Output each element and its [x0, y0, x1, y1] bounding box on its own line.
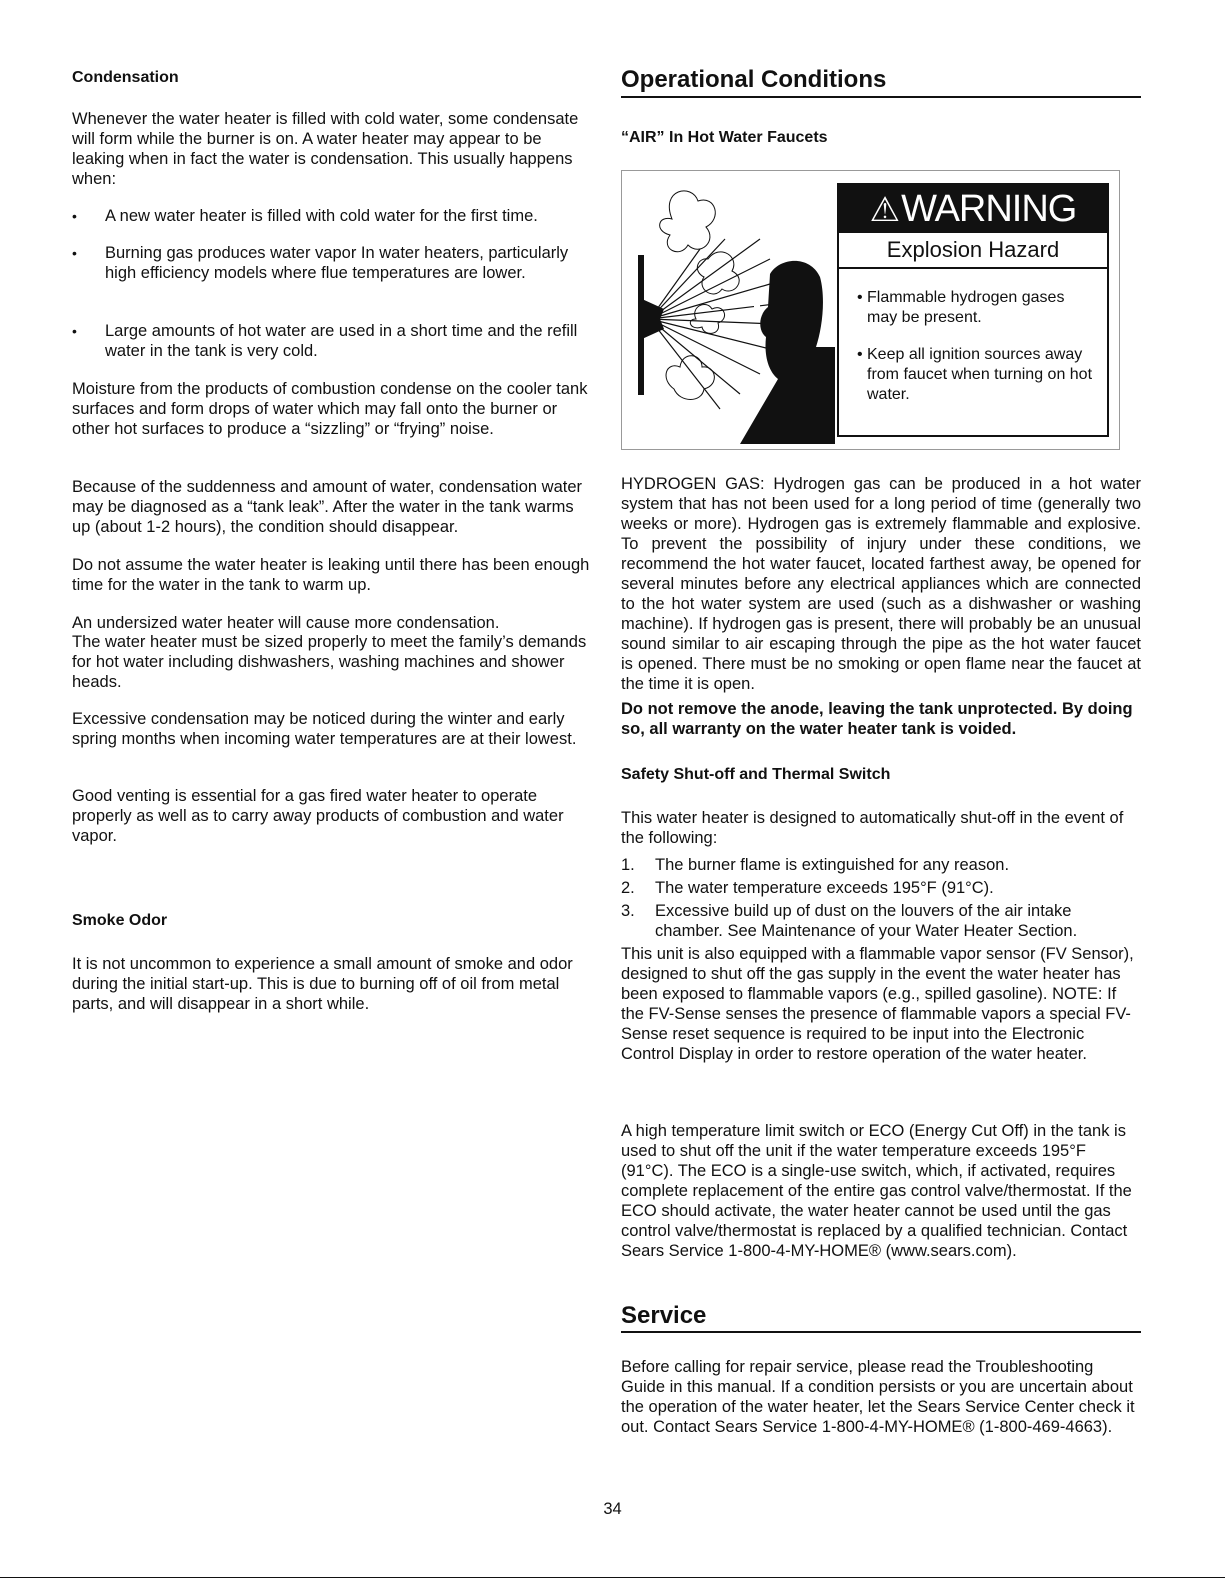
warning-item: • Keep all ignition sources away from faucet when turning on hot water.	[857, 346, 1093, 403]
paragraph-anode-warning: Do not remove the anode, leaving the tank unprotected. By doing so, all warranty on the water heater tank is voided.	[621, 700, 1133, 738]
list-item: • Burning gas produces water vapor In water heaters, particularly high efficiency models where flue temperatures are lower.	[72, 244, 569, 282]
paragraph-fv-sensor: This unit is also equipped with a flammable vapor sensor (FV Sensor), designed to shut off the gas supply in the event the water heater has been exposed to flammable vapors (e.g., spilled gasoline). NOTE: If the FV-Sense senses the presence of flammable vapors a special FV-Sense reset sequence is required to be input into the Electronic Control Display in order to restore operation of the water heater.	[621, 945, 1134, 1063]
paragraph-smoke: It is not uncommon to experience a small amount of smoke and odor during the initial start-up. This is due to burning off of oil from metal parts, and will disappear in a short while.	[72, 955, 573, 1013]
list-item: • Large amounts of hot water are used in a short time and the refill water in the tank is very cold.	[72, 322, 578, 360]
bullet-icon: •	[72, 245, 77, 261]
bullet-icon: •	[857, 346, 863, 363]
smoke-odor-heading: Smoke Odor	[72, 912, 168, 929]
paragraph-venting: Good venting is essential for a gas fired water heater to operate properly as well as to carry away products of combustion and water vapor.	[72, 787, 564, 845]
condensation-heading: Condensation	[72, 69, 179, 86]
paragraph-service: Before calling for repair service, please read the Troubleshooting Guide in this manual. If a condition persists or you are uncertain about the operation of the water heater, let the Sears Service Center check it out. Contact Sears Service 1-800-4-MY-HOME® (1-800-469-4663).	[621, 1358, 1135, 1436]
warning-triangle-icon: ⚠	[869, 191, 900, 229]
paragraph-shutoff: This water heater is designed to automatically shut-off in the event of the following:	[621, 809, 1124, 847]
list-item: 1. The burner flame is extinguished for any reason.	[621, 856, 1010, 874]
paragraph-assume: Do not assume the water heater is leaking until there has been enough time for the water in the tank to warm up.	[72, 556, 590, 594]
warning-label	[621, 170, 1120, 450]
paragraph-suddenness: Because of the suddenness and amount of water, condensation water may be diagnosed as a “tank leak”. After the water in the tank warms up (about 1-2 hours), the condition should disappear.	[72, 478, 583, 536]
paragraph-excessive: Excessive condensation may be noticed during the winter and early spring months when incoming water temperatures are at their lowest.	[72, 710, 577, 748]
section-rule	[621, 1331, 1141, 1333]
section-title-operational: Operational Conditions	[621, 66, 887, 93]
paragraph-hydrogen: HYDROGEN GAS: Hydrogen gas can be produced in a hot water system that has not been used for a long period of time (generally two weeks or more). Hydrogen gas is extremely flammable and explosive. To prevent the possibility of injury under these conditions, we recommend the hot water faucet, located farthest away, be opened for several minutes before any electrical appliances which are connected to the hot water system are used (such as a dishwasher or washing machine). If hydrogen gas is present, there will probably be an unusual sound similar to air escaping through the pipe as the hot water faucet is opened. There must be no smoking or open flame near the faucet at the time it is open.	[621, 475, 1141, 693]
hazard-rule	[839, 267, 1107, 269]
hazard-title: Explosion Hazard	[886, 237, 1060, 262]
list-item: 2. The water temperature exceeds 195°F (91°C).	[621, 879, 994, 897]
page-number: 34	[603, 1500, 622, 1518]
bullet-icon: •	[857, 289, 863, 306]
page-bottom-rule	[0, 1577, 1225, 1578]
paragraph-undersized-2: The water heater must be sized properly to meet the family’s demands for hot water including dishwashers, washing machines and shower heads.	[72, 633, 587, 691]
warning-item: • Flammable hydrogen gases may be present.	[857, 289, 1065, 326]
list-item: 3. Excessive build up of dust on the louvers of the air intake chamber. See Maintenance of your Water Heater Section.	[621, 902, 1078, 940]
list-item: • A new water heater is filled with cold water for the first time.	[72, 207, 538, 225]
paragraph-moisture: Moisture from the products of combustion condense on the cooler tank surfaces and form drops of water which may fall onto the burner or other hot surfaces to produce a “sizzling” or “frying” noise.	[72, 380, 588, 438]
condensation-intro: Whenever the water heater is filled with cold water, some condensate will form while the burner is on. A water heater may appear to be leaking when in fact the water is condensation. This usually happens when:	[72, 110, 579, 188]
bullet-icon: •	[72, 323, 77, 339]
paragraph-eco: A high temperature limit switch or ECO (Energy Cut Off) in the tank is used to shut off the unit if the water temperature exceeds 195°F (91°C). The ECO is a single-use switch, which, if activated, requires complete replacement of the entire gas control valve/thermostat. If the ECO should activate, the water heater cannot be used until the gas control valve/thermostat is replaced by a qualified technician. Contact Sears Service 1-800-4-MY-HOME® (www.sears.com).	[621, 1122, 1132, 1260]
air-faucets-heading: “AIR” In Hot Water Faucets	[621, 129, 828, 146]
section-title-service: Service	[621, 1302, 707, 1329]
safety-shutoff-heading: Safety Shut-off and Thermal Switch	[621, 766, 891, 783]
bullet-icon: •	[72, 208, 77, 224]
warning-banner: ⚠WARNING	[839, 185, 1107, 233]
explosion-illustration	[630, 179, 835, 444]
section-rule	[621, 96, 1141, 98]
warning-panel	[837, 183, 1109, 437]
paragraph-undersized-1: An undersized water heater will cause more condensation.	[72, 614, 500, 632]
